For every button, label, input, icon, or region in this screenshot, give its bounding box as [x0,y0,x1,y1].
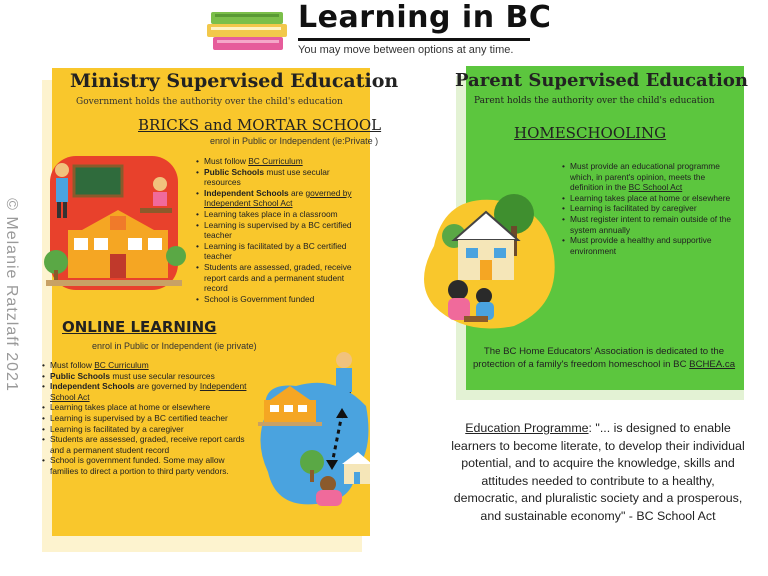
list-item [42,434,248,455]
page-title: Learning in BC [298,0,552,35]
item-text: Must follow [204,156,249,166]
item-link[interactable]: governed by Independent School Act [204,187,352,209]
bricks-title: BRICKS and MORTAR SCHOOL [138,116,382,134]
list-item [196,167,368,188]
item-text: Learning is facilitated by a BC certified teacher [204,240,347,262]
bricks-subtitle: enrol in Public or Independent (ie:Private ) [210,136,379,146]
item-link[interactable]: BC Curriculum [248,156,303,166]
title-underline [298,38,530,41]
homeschooling-title: HOMESCHOOLING [514,124,667,142]
list-item [562,203,734,214]
item-link[interactable]: BC School Act [628,182,683,193]
item-text: Learning is facilitated by a caregiver [50,423,184,434]
list-item [42,413,248,424]
list-item [42,381,248,402]
list-item [196,188,368,209]
quote-label: Education Programme [465,421,589,435]
list-item [196,241,368,262]
bchea-link[interactable]: BCHEA.ca [689,358,736,370]
parent-title: Parent Supervised Education [455,70,748,91]
item-text: Must follow [50,360,95,370]
bchea-statement: The BC Home Educators' Association is dedicated to the protection of a family's freedom homeschool in BC BCHEA.ca [472,346,736,370]
item-text: School is Government funded [204,293,315,304]
item-text: Must provide an educational programme which, in parent's opinion, meets the definition in the [570,161,720,193]
list-item [196,209,368,220]
online-learning-illustration [256,352,372,514]
item-text: Learning is supervised by a BC certified teacher [204,219,352,241]
list-item [196,294,368,305]
list-item [196,156,368,167]
list-item [196,262,368,294]
page-subtitle: You may move between options at any time. [298,44,514,56]
item-text: are governed by [134,381,200,392]
item-text: must use secular resources [110,370,215,381]
list-item [562,161,734,193]
list-item [42,424,248,435]
item-text: Learning takes place at home or elsewhere [50,402,211,413]
item-text: must use secular resources [204,166,330,188]
item-text: Learning is facilitated by caregiver [570,203,697,214]
online-title: ONLINE LEARNING [62,318,217,336]
list-item [562,235,734,256]
item-text: Learning takes place in a classroom [204,208,338,219]
list-item [562,193,734,204]
item-emphasis: Public Schools [204,166,265,177]
online-subtitle: enrol in Public or Independent (ie private) [92,341,257,351]
ministry-subtitle: Government holds the authority over the child's education [76,97,343,107]
item-text: School is government funded. Some may allow families to direct a portion to third party vendors. [50,455,229,476]
item-text: Students are assessed, graded, receive report cards and a permanent student record [50,434,245,455]
copyright-watermark: © Melanie Ratzlaff 2021 [3,198,20,392]
list-item [42,360,248,371]
online-requirements-list [42,360,248,477]
parent-subtitle: Parent holds the authority over the child's education [474,96,715,106]
item-text: Students are assessed, graded, receive report cards and a permanent student record [204,261,352,294]
education-programme-quote [448,420,748,525]
ministry-title: Ministry Supervised Education [70,70,399,92]
school-illustration [38,152,188,300]
item-emphasis: Independent Schools [50,381,135,392]
item-text: Must provide a healthy and supportive environment [570,235,712,256]
list-item [42,371,248,382]
item-text: are [288,187,306,198]
list-item [196,220,368,241]
item-link[interactable]: Independent School Act [50,381,247,402]
quote-text: : "... is designed to enable learners to become literate, to develop their individual potential, and to acquire the knowledge, skills and attitudes needed to contribute to a healthy, democratic, and pluralistic society and a prosperous, and sustainable economy" - BC School Act [451,421,745,523]
item-text: Learning is supervised by a BC certified teacher [50,412,228,423]
list-item [42,455,248,476]
item-emphasis: Public Schools [50,370,111,381]
list-item [42,402,248,413]
homeschool-illustration [414,186,560,334]
books-icon [205,6,295,54]
item-text: Must register intent to remain outside of the system annually [570,213,732,235]
item-text: Learning takes place at home or elsewhere [570,192,731,203]
list-item [562,214,734,235]
item-link[interactable]: BC Curriculum [94,360,149,370]
bricks-requirements-list [196,156,368,304]
item-emphasis: Independent Schools [204,187,289,198]
homeschooling-requirements-list [562,161,734,256]
